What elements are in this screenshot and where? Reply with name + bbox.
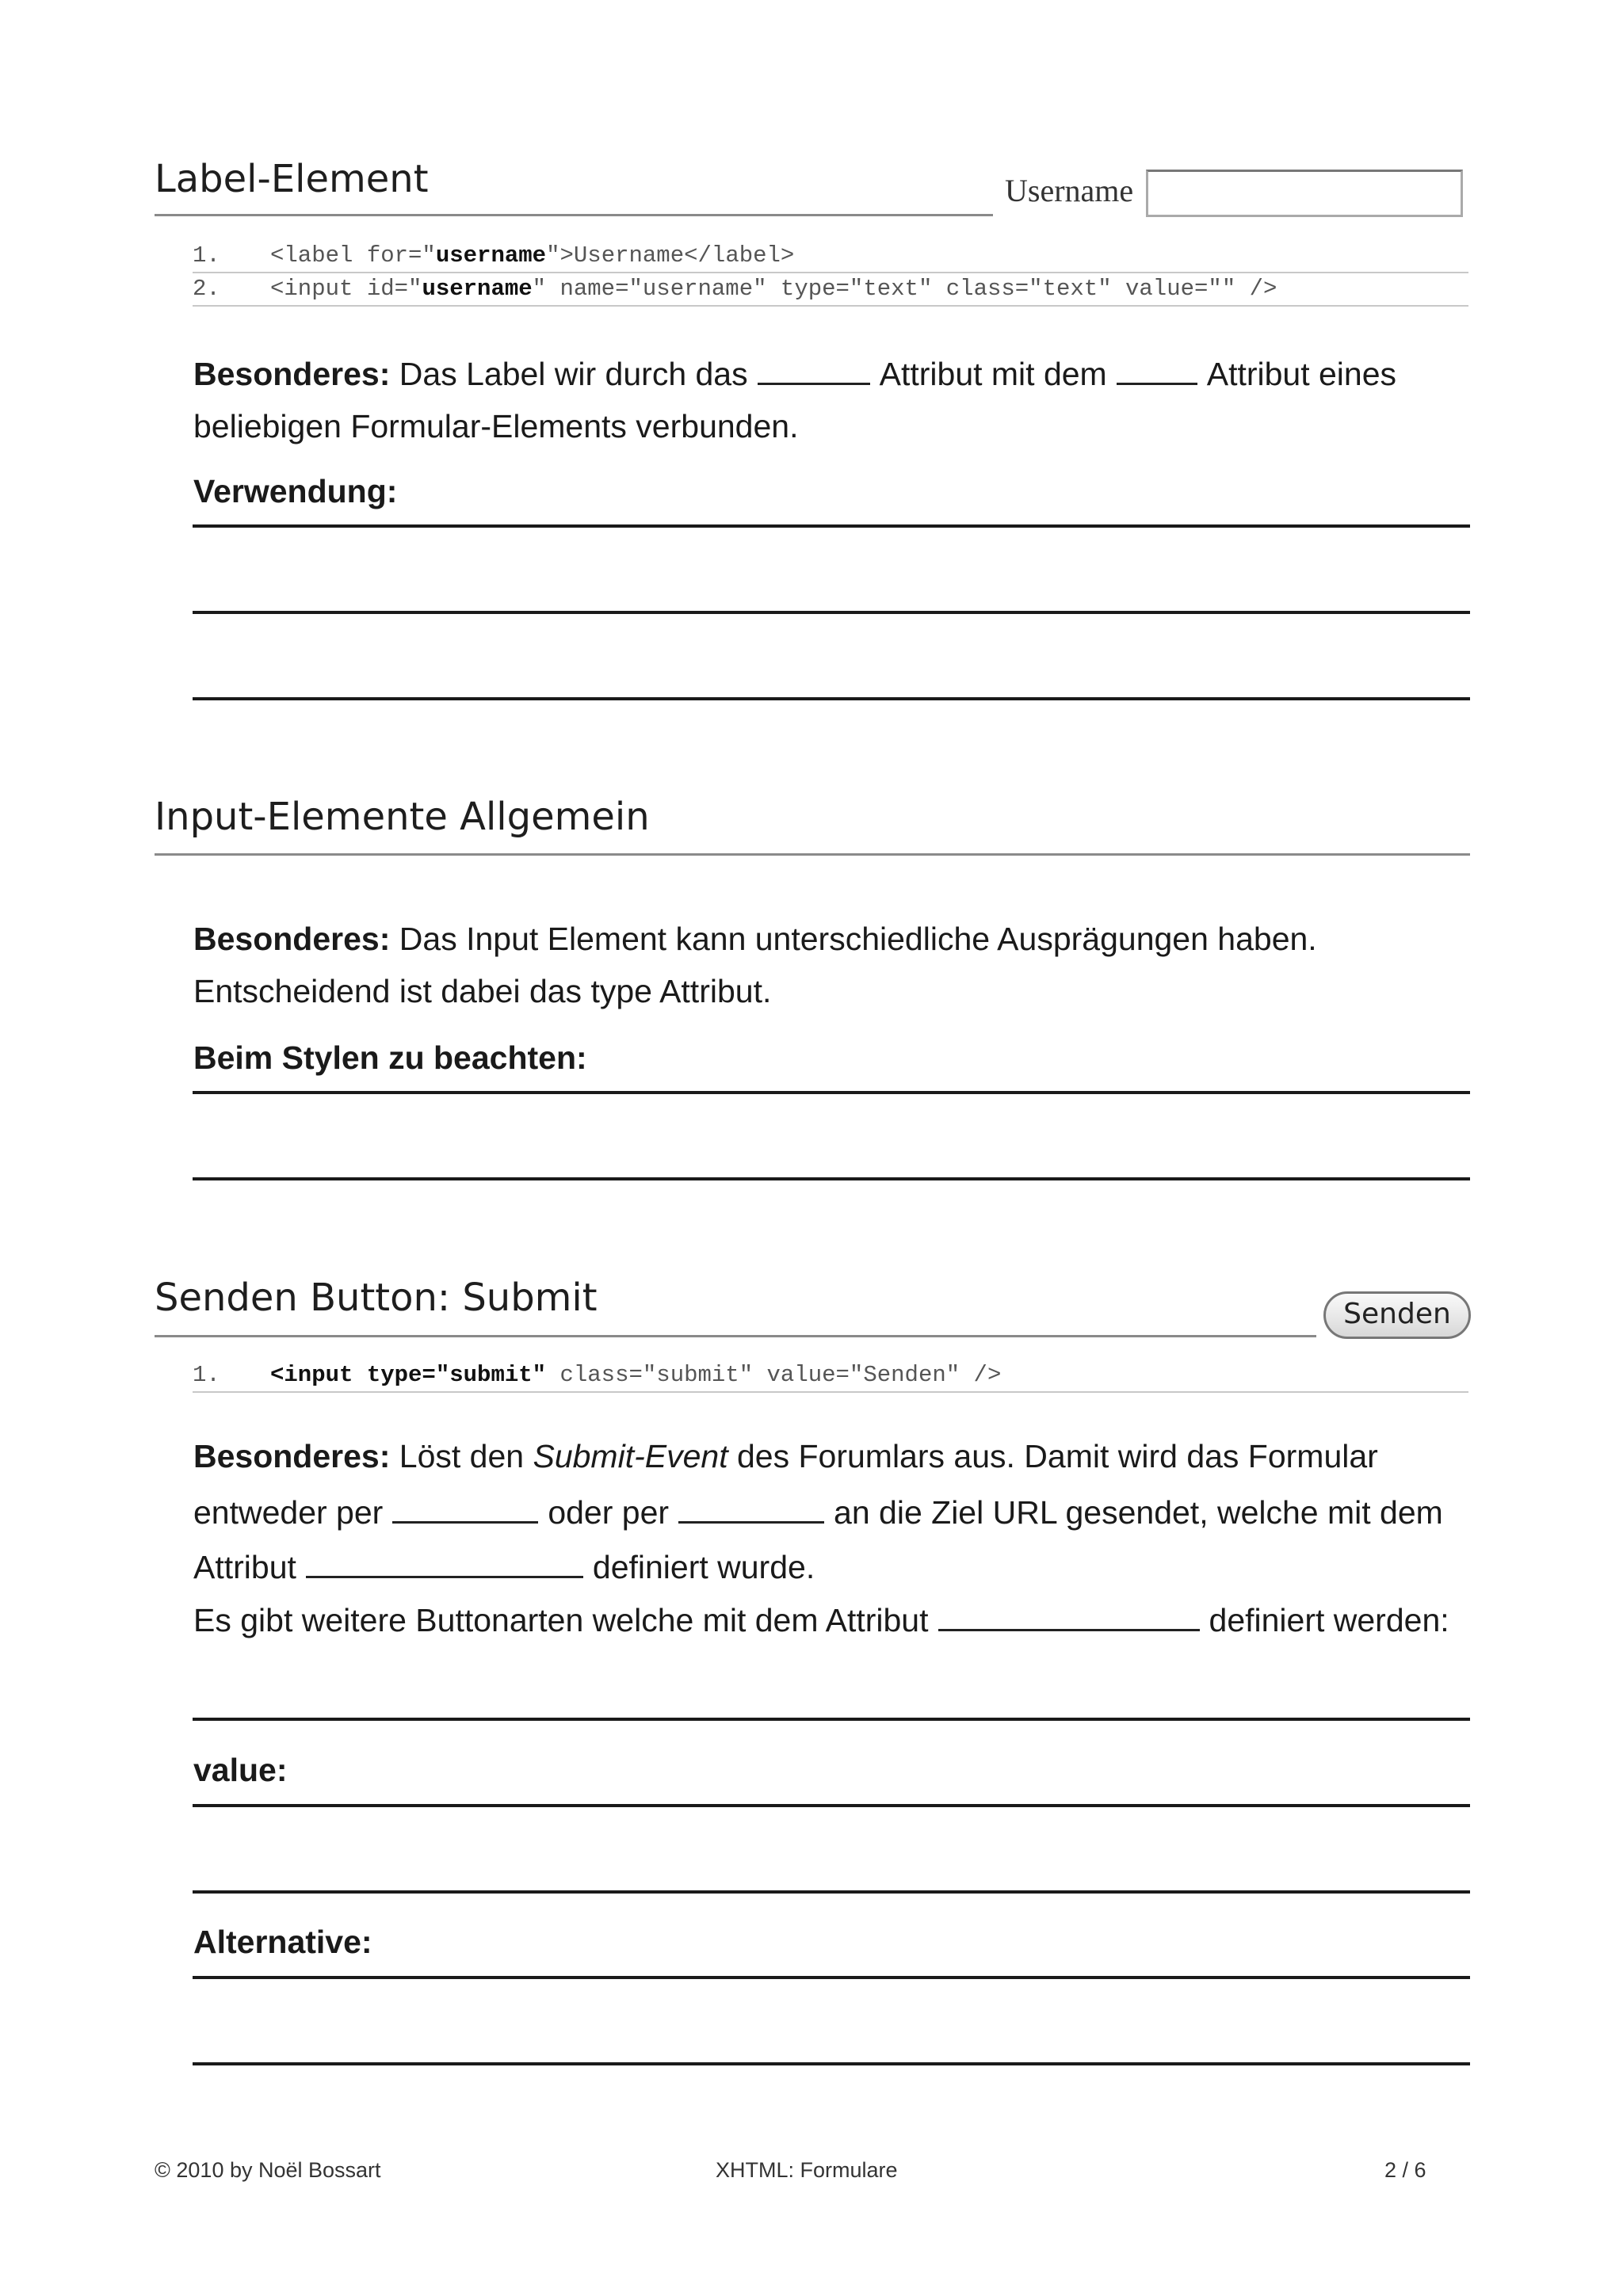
code-line: 1. <label for="username">Username</label> xyxy=(193,242,1468,273)
writing-line[interactable] xyxy=(193,1890,1470,1894)
heading-input-elemente: Input-Elemente Allgemein xyxy=(155,795,650,839)
code-line: 1. <input type="submit" class="submit" value="Senden" /> xyxy=(193,1361,1468,1393)
submit-besonderes-line4: Es gibt weitere Buttonarten welche mit dem Attribut definiert werden: xyxy=(193,1602,1449,1638)
demo-senden-button[interactable]: Senden xyxy=(1323,1291,1471,1339)
writing-line[interactable] xyxy=(193,1804,1470,1807)
label-besonderes-line1: Besonderes: Das Label wir durch das Attribut mit dem Attribut eines xyxy=(193,356,1397,392)
heading-submit: Senden Button: Submit xyxy=(155,1276,598,1320)
writing-line[interactable] xyxy=(193,1976,1470,1979)
fill-blank[interactable] xyxy=(678,1494,824,1524)
writing-line[interactable] xyxy=(193,1718,1470,1721)
footer-copyright: © 2010 by Noël Bossart xyxy=(155,2158,381,2182)
writing-line[interactable] xyxy=(193,697,1470,700)
alternative-label: Alternative: xyxy=(193,1924,372,1960)
submit-besonderes-line1: Besonderes: Löst den Submit-Event des Forumlars aus. Damit wird das Formular xyxy=(193,1438,1378,1474)
writing-line[interactable] xyxy=(193,1177,1470,1180)
demo-username-label: Username xyxy=(1005,173,1134,208)
writing-line[interactable] xyxy=(193,2062,1470,2065)
heading-rule xyxy=(155,853,1470,856)
footer-page-number: 2 / 6 xyxy=(1384,2158,1426,2182)
fill-blank[interactable] xyxy=(306,1549,583,1578)
value-label: value: xyxy=(193,1752,288,1788)
heading-rule xyxy=(155,214,993,216)
fill-blank[interactable] xyxy=(938,1602,1200,1631)
demo-username-input xyxy=(1146,170,1463,217)
heading-label-element: Label-Element xyxy=(155,157,429,201)
writing-line[interactable] xyxy=(193,1091,1470,1094)
submit-besonderes-line2: entweder per oder per an die Ziel URL gesendet, welche mit dem xyxy=(193,1494,1443,1531)
label-besonderes-line2: beliebigen Formular-Elements verbunden. xyxy=(193,408,799,444)
verwendung-label: Verwendung: xyxy=(193,473,398,509)
writing-line[interactable] xyxy=(193,524,1470,528)
input-besonderes-line1: Besonderes: Das Input Element kann unterschiedliche Ausprägungen haben. xyxy=(193,921,1317,957)
fill-blank[interactable] xyxy=(1117,356,1197,385)
footer-document-title: XHTML: Formulare xyxy=(716,2158,898,2182)
input-besonderes-line2: Entscheidend ist dabei das type Attribut. xyxy=(193,973,772,1009)
fill-blank[interactable] xyxy=(392,1494,538,1524)
fill-blank[interactable] xyxy=(758,356,870,385)
writing-line[interactable] xyxy=(193,611,1470,614)
submit-besonderes-line3: Attribut definiert wurde. xyxy=(193,1549,815,1585)
heading-rule xyxy=(155,1335,1316,1337)
styling-label: Beim Stylen zu beachten: xyxy=(193,1039,587,1076)
code-line: 2. <input id="username" name="username" type="text" class="text" value="" /> xyxy=(193,275,1468,307)
